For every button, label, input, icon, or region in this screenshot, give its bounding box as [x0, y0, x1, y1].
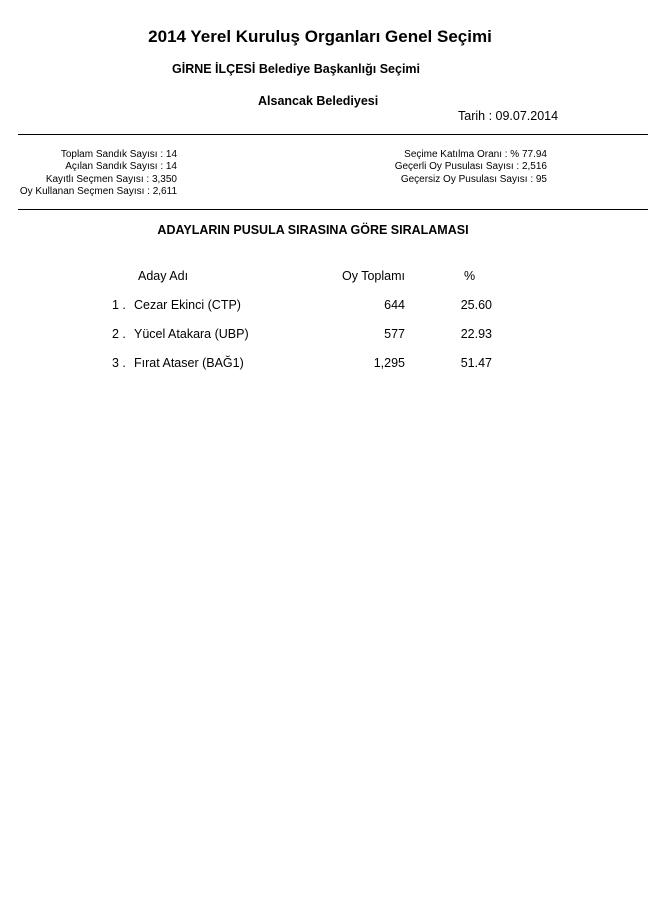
candidate-name: Cezar Ekinci (CTP): [134, 298, 241, 312]
column-header-percent: %: [464, 269, 476, 283]
section-title: ADAYLARIN PUSULA SIRASINA GÖRE SIRALAMASI: [157, 223, 469, 237]
candidate-rank: 1 .: [112, 298, 126, 312]
stat-turnout-rate: Seçime Katılma Oranı : % 77.94: [404, 149, 547, 160]
stat-registered-voters: Kayıtlı Seçmen Sayısı : 3,350: [45, 173, 177, 185]
stat-opened-ballot-boxes: Açılan Sandık Sayısı : 14: [65, 161, 177, 173]
stat-valid-ballots: Geçerli Oy Pusulası Sayısı : 2,516: [394, 161, 547, 173]
candidate-votes: 577: [384, 327, 405, 341]
election-subtitle: [172, 62, 420, 76]
district-name: GİRNE İLÇESİ: [172, 62, 256, 76]
table-row: [0, 327, 649, 347]
candidate-percent: 25.60: [460, 298, 492, 312]
page-title: 2014 Yerel Kuruluş Organları Genel Seçimi: [148, 27, 492, 46]
stat-voted-count: Oy Kullanan Seçmen Sayısı : 2,611: [19, 185, 177, 197]
candidate-votes: 644: [384, 298, 405, 312]
column-header-name: Aday Adı: [138, 269, 189, 283]
bottom-divider: [18, 209, 648, 210]
candidate-votes: 1,295: [373, 356, 405, 370]
candidate-percent: 51.47: [460, 356, 492, 370]
candidate-rank: 3 .: [112, 356, 126, 370]
column-header-votes: Oy Toplamı: [342, 269, 405, 283]
report-date: Tarih : 09.07.2014: [458, 109, 559, 123]
candidate-name: Fırat Ataser (BAĞ1): [134, 356, 244, 370]
table-row: [0, 356, 649, 376]
candidate-rank: 2 .: [112, 327, 126, 341]
candidate-name: Yücel Atakara (UBP): [134, 327, 249, 341]
stat-total-ballot-boxes: Toplam Sandık Sayısı : 14: [60, 149, 177, 160]
municipality-name: Alsancak Belediyesi: [258, 94, 379, 108]
election-type: Belediye Başkanlığı Seçimi: [258, 62, 421, 76]
stats-right-block: [340, 149, 547, 186]
stats-left-block: [0, 149, 177, 198]
candidate-percent: 22.93: [460, 327, 492, 341]
top-divider: [18, 134, 648, 135]
stat-invalid-ballots: Geçersiz Oy Pusulası Sayısı : 95: [400, 173, 547, 185]
table-row: [0, 298, 649, 318]
